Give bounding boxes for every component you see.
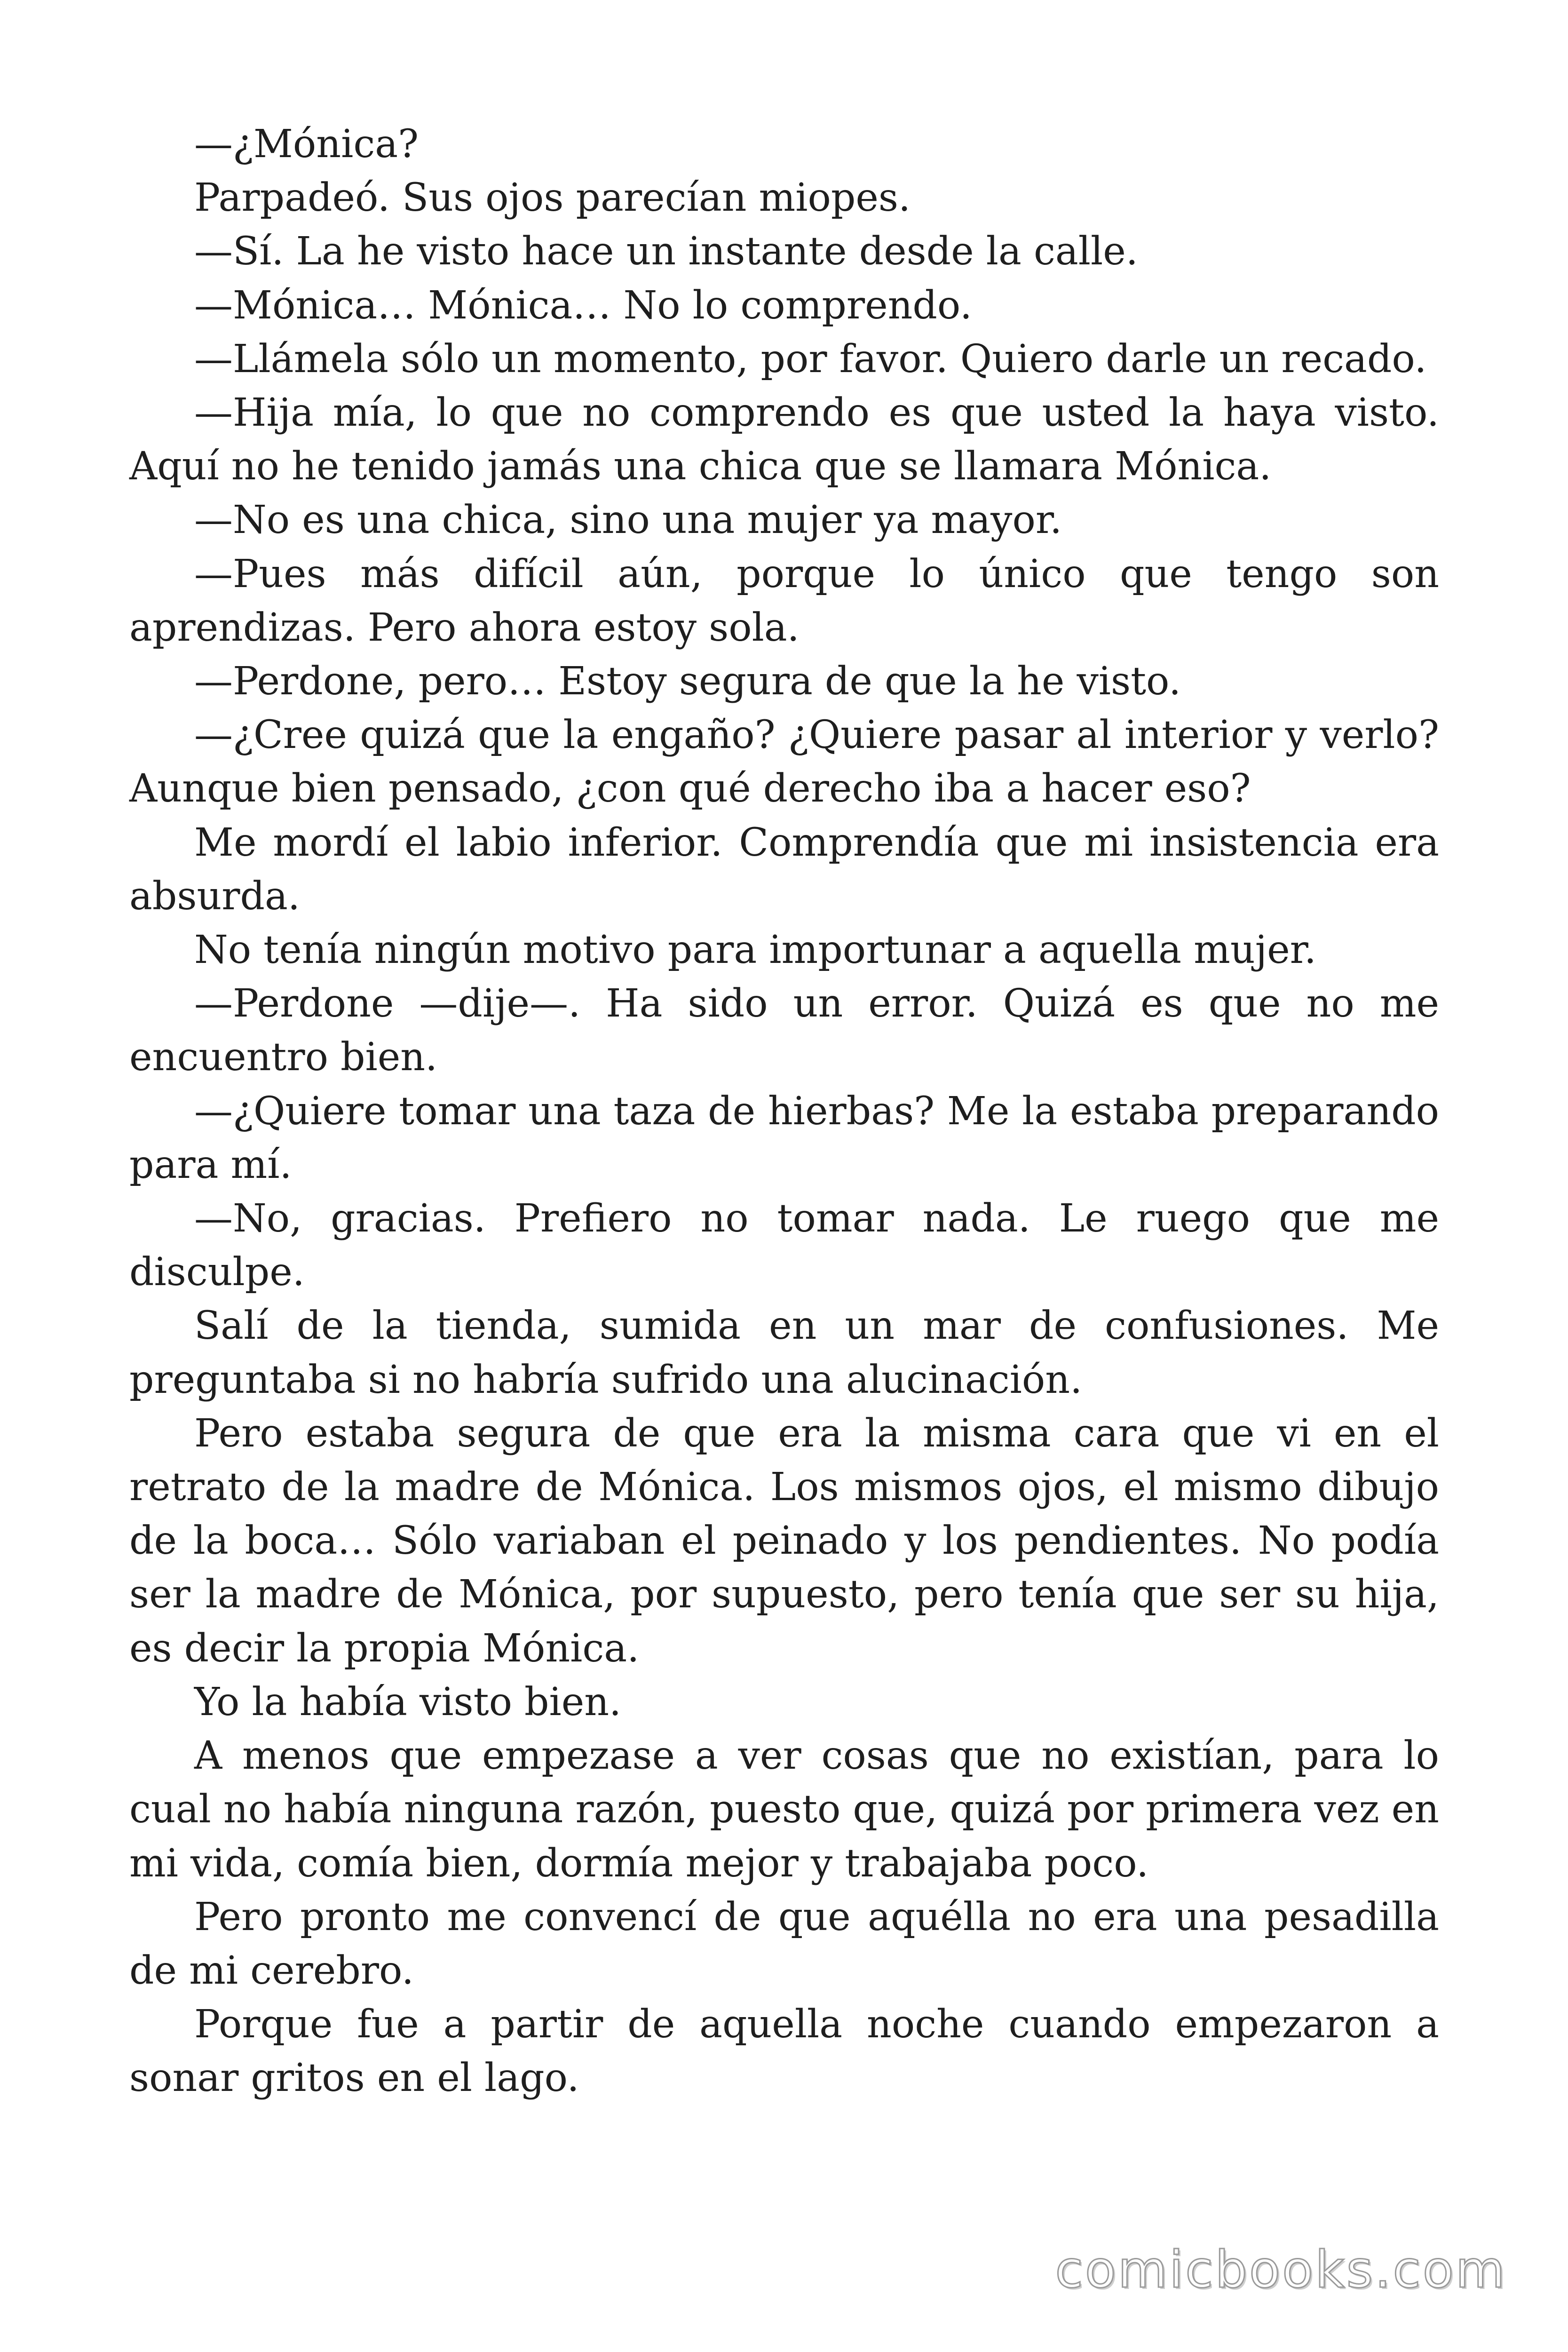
paragraph: Pero estaba segura de que era la misma cara que vi en el retrato de la madre de Mónica. Los mismos ojos, el mismo dibujo de la boca… Sólo variaban el peinado y los pendientes. No podía ser la madre de Mónica, por supuesto, pero tenía que ser su hija, es decir la propia Mónica.: [129, 1411, 1439, 1671]
paragraph: Me mordí el labio inferior. Comprendía que mi insistencia era absurda.: [129, 820, 1439, 919]
paragraph: Pero pronto me convencí de que aquélla no era una pesadilla de mi cerebro.: [129, 1894, 1439, 1993]
paragraph: A menos que empezase a ver cosas que no existían, para lo cual no había ninguna razón, puesto que, quizá por primera vez en mi vida, comía bien, dormía mejor y trabajaba poco.: [129, 1733, 1439, 1886]
paragraph: —Llámela sólo un momento, por favor. Quiero darle un recado.: [194, 336, 1427, 381]
paragraph: Salí de la tienda, sumida en un mar de confusiones. Me preguntaba si no habría sufrido una alucinación.: [129, 1303, 1439, 1402]
paragraph: —Perdone, pero… Estoy segura de que la he visto.: [194, 659, 1181, 704]
paragraph: —¿Cree quizá que la engaño? ¿Quiere pasar al interior y verlo? Aunque bien pensado, ¿con qué derecho iba a hacer eso?: [129, 713, 1439, 811]
paragraph: —¿Quiere tomar una taza de hierbas? Me la estaba preparando para mí.: [129, 1089, 1439, 1187]
watermark: comicbooks.com: [1055, 2240, 1507, 2299]
paragraph: —Pues más difícil aún, porque lo único que tengo son aprendizas. Pero ahora estoy sola.: [129, 551, 1439, 650]
paragraph: Porque fue a partir de aquella noche cuando empezaron a sonar gritos en el lago.: [129, 2002, 1439, 2101]
paragraph: —Mónica… Mónica… No lo comprendo.: [194, 283, 972, 328]
paragraph: —Hija mía, lo que no comprendo es que usted la haya visto. Aquí no he tenido jamás una chica que se llamara Mónica.: [129, 390, 1439, 489]
paragraph: —Sí. La he visto hace un instante desde la calle.: [194, 229, 1138, 274]
paragraph: —No, gracias. Prefiero no tomar nada. Le ruego que me disculpe.: [129, 1196, 1439, 1295]
page-body: [129, 118, 1439, 2106]
paragraph: —Perdone —dije—. Ha sido un error. Quizá es que no me encuentro bien.: [129, 981, 1439, 1080]
paragraph: —No es una chica, sino una mujer ya mayor.: [194, 498, 1062, 543]
paragraph: Yo la había visto bien.: [194, 1679, 622, 1724]
paragraph: Parpadeó. Sus ojos parecían miopes.: [194, 175, 911, 221]
paragraph: —¿Mónica?: [194, 122, 419, 167]
paragraph: No tenía ningún motivo para importunar a aquella mujer.: [194, 928, 1316, 973]
